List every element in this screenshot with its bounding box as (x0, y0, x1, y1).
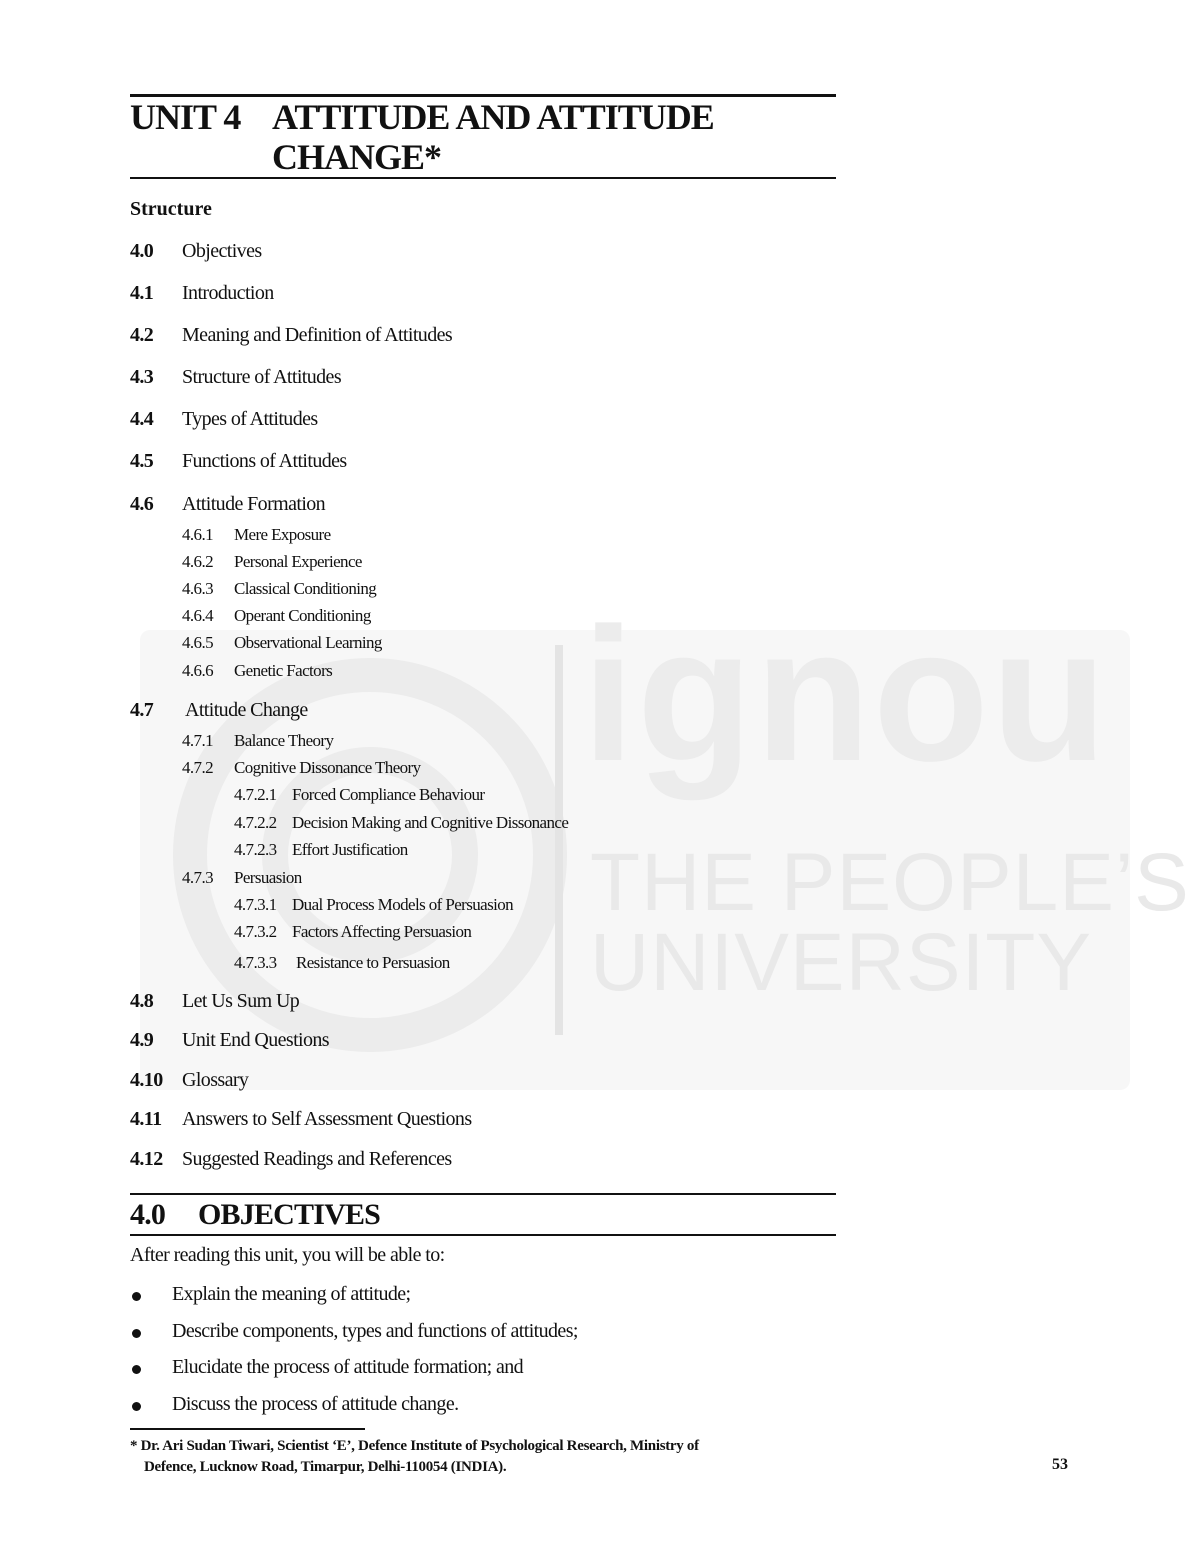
toc-number: 4.7.1 (182, 731, 214, 750)
unit-number: UNIT 4 (130, 97, 241, 137)
bullet-text: Discuss the process of attitude change. (172, 1393, 459, 1415)
page-number: 53 (1052, 1456, 1068, 1473)
objectives-bottom-rule (130, 1234, 836, 1236)
bullet-icon (132, 1292, 141, 1301)
objectives-heading (130, 1198, 381, 1232)
toc-number: 4.12 (130, 1148, 163, 1170)
toc-number: 4.6.6 (182, 661, 214, 680)
toc-number: 4.7.2 (182, 758, 214, 777)
toc-label: Introduction (182, 282, 274, 304)
toc-number: 4.6 (130, 493, 154, 515)
toc-label: Meaning and Definition of Attitudes (182, 324, 453, 346)
toc-label: Dual Process Models of Persuasion (292, 895, 514, 914)
toc-number: 4.10 (130, 1069, 163, 1091)
toc-label: Cognitive Dissonance Theory (234, 758, 421, 777)
toc-label: Types of Attitudes (182, 408, 318, 430)
footnote-line-2: Defence, Lucknow Road, Timarpur, Delhi-110054 (INDIA). (144, 1459, 507, 1475)
toc-label: Attitude Change (185, 699, 308, 721)
watermark-line-1: THE PEOPLE’S (590, 837, 1190, 928)
footnote-rule (130, 1428, 365, 1430)
toc-label: Factors Affecting Persuasion (292, 922, 472, 941)
toc-label: Attitude Formation (182, 493, 326, 515)
objectives-intro: After reading this unit, you will be able to: (130, 1244, 445, 1266)
bullet-text: Elucidate the process of attitude formation; and (172, 1356, 524, 1378)
header-bottom-rule (130, 177, 836, 179)
footnote (130, 1436, 850, 1478)
watermark-brand: ignou (582, 589, 1110, 801)
toc-number: 4.2 (130, 324, 154, 346)
toc-label: Structure of Attitudes (182, 366, 341, 388)
toc-label: Observational Learning (234, 633, 382, 652)
toc-number: 4.4 (130, 408, 154, 430)
toc-number: 4.6.3 (182, 579, 214, 598)
toc-number: 4.7.3 (182, 868, 214, 887)
toc-number: 4.7.2.1 (234, 785, 277, 804)
footnote-line-1: * Dr. Ari Sudan Tiwari, Scientist ‘E’, Defence Institute of Psychological Research, Ministry of (130, 1438, 699, 1454)
objectives-number: 4.0 (130, 1198, 166, 1231)
toc-label: Suggested Readings and References (182, 1148, 452, 1170)
objectives-top-rule (130, 1193, 836, 1195)
unit-title-line-2: CHANGE* (272, 137, 442, 177)
toc-number: 4.0 (130, 240, 154, 262)
toc-number: 4.7.3.2 (234, 922, 277, 941)
objectives-title: OBJECTIVES (198, 1198, 381, 1231)
toc-number: 4.9 (130, 1029, 154, 1051)
toc-number: 4.7.2.2 (234, 813, 277, 832)
toc-number: 4.3 (130, 366, 154, 388)
watermark-line-2: UNIVERSITY (590, 917, 1093, 1008)
bullet-icon (132, 1329, 141, 1338)
toc-number: 4.1 (130, 282, 154, 304)
toc-label: Decision Making and Cognitive Dissonance (292, 813, 569, 832)
toc-label: Classical Conditioning (234, 579, 377, 598)
structure-label: Structure (130, 198, 212, 220)
toc-label: Operant Conditioning (234, 606, 371, 625)
toc-label: Persuasion (234, 868, 302, 887)
toc-label: Personal Experience (234, 552, 362, 571)
toc-label: Mere Exposure (234, 525, 331, 544)
toc-number: 4.6.4 (182, 606, 214, 625)
toc-label: Functions of Attitudes (182, 450, 347, 472)
toc-label: Answers to Self Assessment Questions (182, 1108, 472, 1130)
toc-number: 4.7.3.3 (234, 953, 277, 972)
toc-number: 4.7.3.1 (234, 895, 277, 914)
toc-number: 4.11 (130, 1108, 162, 1130)
bullet-text: Describe components, types and functions of attitudes; (172, 1320, 578, 1342)
toc-label: Genetic Factors (234, 661, 333, 680)
toc-number: 4.6.1 (182, 525, 214, 544)
toc-number: 4.7.2.3 (234, 840, 277, 859)
toc-label: Effort Justification (292, 840, 408, 859)
bullet-icon (132, 1402, 141, 1411)
toc-number: 4.6.2 (182, 552, 214, 571)
toc-label: Unit End Questions (182, 1029, 329, 1051)
bullet-icon (132, 1365, 141, 1374)
toc-label: Balance Theory (234, 731, 334, 750)
toc-label: Objectives (182, 240, 262, 262)
unit-title-line-1: ATTITUDE AND ATTITUDE (272, 97, 714, 137)
toc-number: 4.8 (130, 990, 154, 1012)
toc-number: 4.7 (130, 699, 154, 721)
toc-number: 4.5 (130, 450, 154, 472)
toc-label: Glossary (182, 1069, 249, 1091)
bullet-text: Explain the meaning of attitude; (172, 1283, 411, 1305)
toc-label: Let Us Sum Up (182, 990, 300, 1012)
toc-label: Forced Compliance Behaviour (292, 785, 485, 804)
toc-number: 4.6.5 (182, 633, 214, 652)
toc-label: Resistance to Persuasion (296, 953, 450, 972)
